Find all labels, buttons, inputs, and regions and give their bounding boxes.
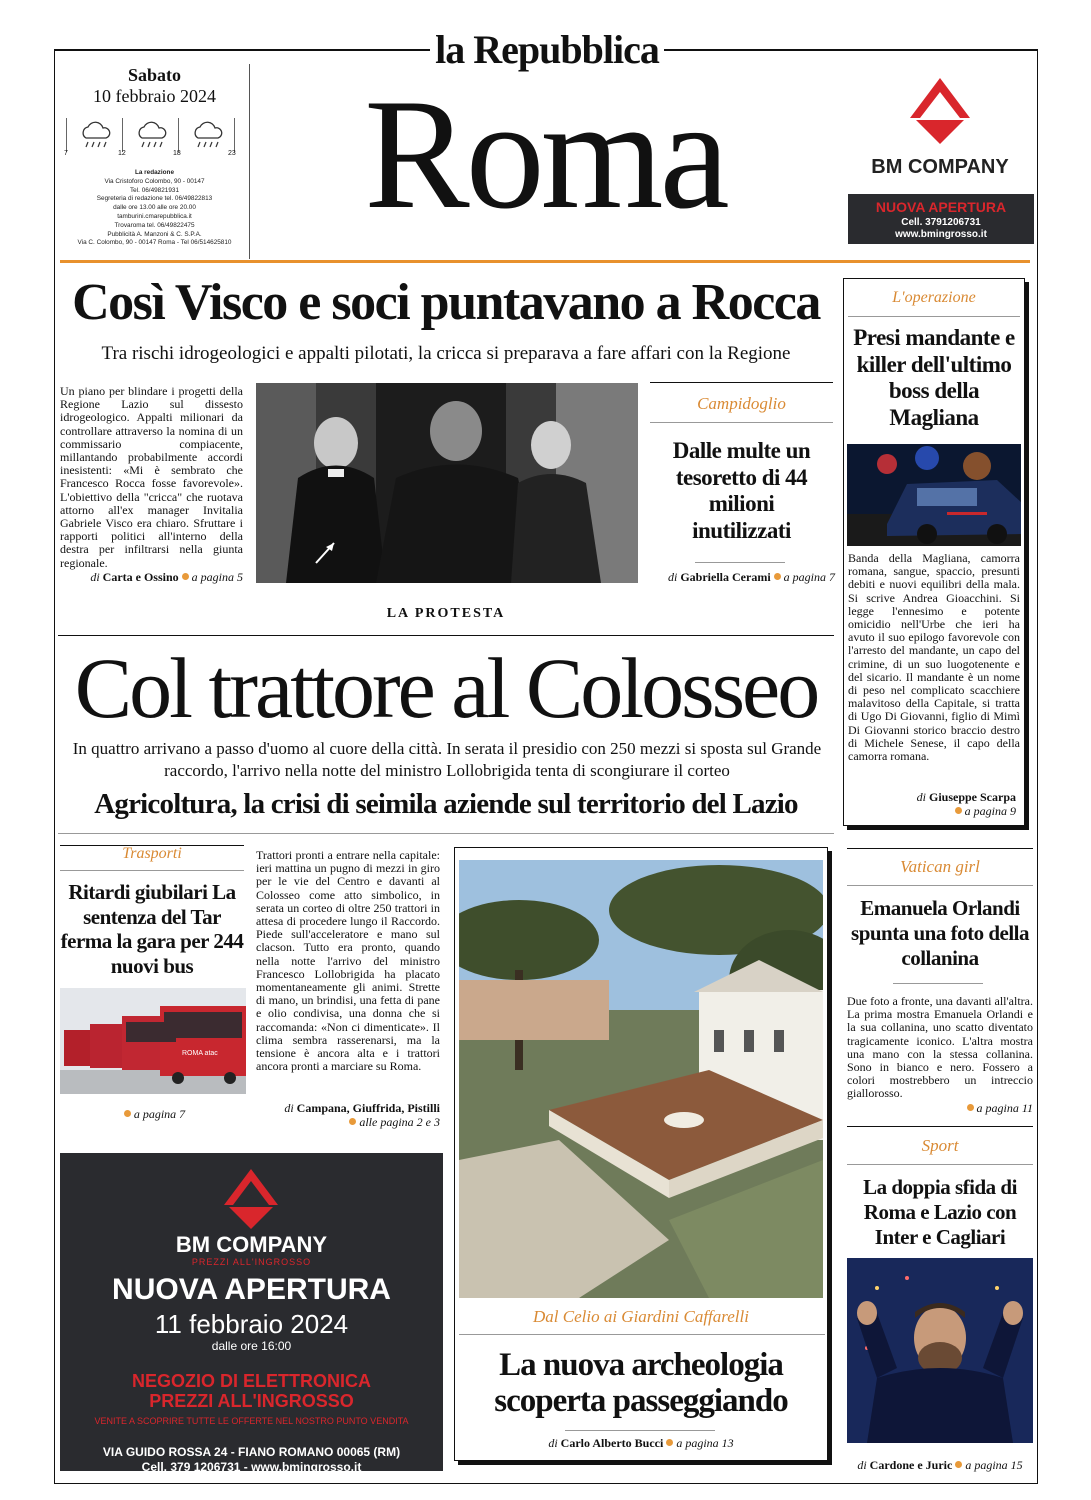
frame-bottom-border [54, 1483, 1038, 1484]
redazione-line: tamburini.cmarepubblica.it [117, 212, 192, 220]
ad-top-phone: Cell. 3791206731 [901, 217, 981, 228]
operazione-byline [844, 790, 1024, 818]
ad-bottom-time: dalle ore 16:00 [211, 1339, 292, 1353]
ad-top-company: BM COMPANY [871, 156, 1009, 178]
vatican-headline[interactable]: Emanuela Orlandi spunta una foto della collanina [851, 896, 1029, 970]
protesta-second-headline[interactable]: Agricoltura, la crisi di seimila aziende sul territorio del Lazio [94, 788, 798, 820]
rain-cloud-icon [190, 120, 226, 150]
redazione-line: Trovaroma tel. 06/49822475 [114, 221, 195, 229]
byline-di: di [668, 570, 678, 584]
sport-divider [847, 1164, 1033, 1165]
brand-logo[interactable]: la Repubblica [435, 27, 659, 72]
operazione-body: Banda della Magliana, camorra romana, sangue, spaccio, presunti debiti e nuovi equilibri della mala. Si scrive Andrea Gioacchini. Si legge l'ennesimo e potente omicidio nell'Urbe che ieri ha avuto il suo epilogo favorevole con l'arresto del mandante, un capo del crimine, di un suo luogotenente e del sicario. Il mandante è un nome di peso nel complicato scacchiere malavitoso della Capitale, si tratta di Ugo Di Giovanni, figlio di Mimì Di Giovanni storico braccio destro di Michele Senese, il capo della camorra romana. [848, 552, 1020, 764]
frame-right-border [1037, 49, 1038, 1484]
bullet-icon [182, 573, 189, 580]
redazione-title: La redazione [134, 169, 175, 176]
byline-di: di [284, 1101, 294, 1115]
celio-box [454, 847, 828, 1461]
campidoglio-divider-bottom [695, 562, 785, 563]
protesta-page-link[interactable]: alle pagina 2 e 3 [359, 1115, 440, 1129]
operazione-headline[interactable]: Presi mandante e killer dell'ultimo boss della Magliana [853, 325, 1015, 430]
bullet-icon [124, 1110, 131, 1117]
trasporti-headline[interactable]: Ritardi giubilari La sentenza del Tar ferma la gara per 244 nuovi bus [60, 880, 244, 978]
byline-di: di [90, 570, 100, 584]
sport-byline [847, 1458, 1033, 1473]
trasporti-divider [60, 870, 244, 871]
celio-photo[interactable] [459, 860, 823, 1298]
trasporti-kicker: Trasporti [122, 845, 182, 862]
celio-kicker: Dal Celio ai Giardini Caffarelli [533, 1307, 749, 1326]
campidoglio-byline [645, 570, 835, 585]
ad-bottom-company: BM COMPANY [175, 1232, 328, 1257]
weather-high-3: 23 [228, 150, 236, 157]
ad-bottom[interactable] [60, 1153, 443, 1474]
trasporti-page-link[interactable]: a pagina 7 [133, 1107, 186, 1121]
bus-label: ROMA atac [182, 1050, 218, 1057]
bullet-icon [774, 573, 781, 580]
celio-byline [455, 1436, 827, 1451]
operazione-box [843, 278, 1025, 826]
lead-subhead: Tra rischi idrogeologici e appalti pilotati, la cricca si preparava a fare affari con la Regione [101, 343, 791, 364]
vatican-body: Due foto a fronte, una davanti all'altra. La prima mostra Emanuela Orlandi e la sua collanina, uno scatto diventato tragicamente iconico. L'altra mostra una mano con la stessa collanina. Sono in bianco e nero. Fossero a colori mostrebbero un intreccio giallorosso. [847, 995, 1033, 1101]
protesta-headline[interactable]: Col trattore al Colosseo [74, 640, 818, 736]
lead-headline[interactable]: Così Visco e soci puntavano a Rocca [72, 274, 820, 331]
ad-top-box [848, 194, 1034, 244]
celio-page-link[interactable]: a pagina 13 [676, 1436, 734, 1450]
sport-page-link[interactable]: a pagina 15 [965, 1458, 1023, 1472]
weather-high-2: 18 [173, 150, 181, 157]
sport-photo[interactable] [847, 1258, 1033, 1443]
redazione-line: Via C. Colombo, 90 - 00147 Roma - Tel 06/514625810 [77, 239, 232, 247]
sport-authors: Cardone e Juric [869, 1458, 953, 1472]
campidoglio-headline[interactable]: Dalle multe un tesoretto di 44 milioni inutilizzati [672, 438, 811, 543]
byline-di: di [916, 790, 926, 804]
ad-bottom-line2: PREZZI ALL'INGROSSO [149, 1391, 354, 1411]
campidoglio-page-link[interactable]: a pagina 7 [783, 570, 835, 584]
protesta-byline [256, 1101, 440, 1129]
campidoglio-kicker: Campidoglio [697, 394, 786, 413]
ad-bottom-contacts: Cell. 379 1206731 - www.bmingrosso.it [141, 1460, 362, 1474]
vatican-page-link[interactable]: a pagina 11 [976, 1101, 1033, 1115]
date-box [60, 64, 250, 259]
protesta-rule-bottom [58, 833, 834, 834]
campidoglio-divider [650, 422, 833, 423]
bullet-icon [967, 1104, 974, 1111]
bm-company-logo-icon [846, 64, 1034, 144]
byline-di: di [857, 1458, 867, 1472]
lead-authors: Carta e Ossino [102, 570, 179, 584]
vatican-divider [847, 885, 1033, 886]
edition-title: Roma [364, 67, 726, 242]
campidoglio-authors: Gabriella Cerami [680, 570, 771, 584]
bullet-icon [955, 807, 962, 814]
rain-cloud-icon [134, 120, 170, 150]
frame-left-border [54, 49, 55, 1484]
redazione-info [60, 169, 249, 248]
protesta-authors: Campana, Giuffrida, Pistilli [296, 1101, 440, 1115]
byline-di: di [548, 1436, 558, 1450]
redazione-line: dalle ore 13.00 alle ore 20.00 [113, 204, 196, 212]
weather-high-1: 12 [118, 150, 126, 157]
weather-low-1: 7 [64, 150, 68, 157]
ad-bottom-headline: NUOVA APERTURA [112, 1273, 391, 1306]
vatican-rule [847, 848, 1033, 849]
celio-authors: Carlo Alberto Bucci [560, 1436, 664, 1450]
date-day: Sabato [127, 65, 181, 85]
ad-bottom-date: 11 febbraio 2024 [154, 1309, 349, 1339]
sport-kicker: Sport [921, 1136, 959, 1155]
date-full: 10 febbraio 2024 [93, 86, 216, 106]
trasporti-byline [60, 1107, 246, 1122]
masthead-rule-left [54, 49, 430, 51]
ad-top-headline: NUOVA APERTURA [875, 199, 1007, 215]
vatican-byline [847, 1101, 1033, 1116]
protesta-body: Trattori pronti a entrare nella capitale: ieri mattina un pugno di mezzi in giro per le vie del Centro e davanti al Colosseo come atto simbolico, in serata un corteo di oltre 250 trattori in attesa di procedere lungo il Raccordo. Piede sull'acceleratore e mano sul clacson. Tutto era pronto, quando nella notte l'arrivo del ministro Francesco Lollobrigida ha placato momentaneamente gli animi. Strette di mano, un brindisi, una fetta di pane e olio condivisa, una donna che si raccomanda: «Non ci dimenticate». Il clima sembra rasserenarsi, ma la tensione è ancora alta e i trattori ancora pronti a marciare su Roma. [256, 849, 440, 1074]
vatican-kicker: Vatican girl [900, 857, 980, 876]
operazione-authors: Giuseppe Scarpa [928, 790, 1016, 804]
ad-bottom-line3: VENITE A SCOPRIRE TUTTE LE OFFERTE NEL NOSTRO PUNTO VENDITA [94, 1416, 409, 1426]
bullet-icon [349, 1118, 356, 1125]
protesta-label: LA PROTESTA [386, 606, 506, 621]
ad-bottom-line1: NEGOZIO DI ELETTRONICA [131, 1371, 371, 1391]
protesta-subhead: In quattro arrivano a passo d'uomo al cuore della città. In serata il presidio con 250 mezzi si sposta sul Grande raccordo, l'arrivo nella notte del ministro Lollobrigida tenta di scongiurare il corteo [72, 739, 822, 780]
weather-strip [60, 118, 249, 158]
redazione-line: Segreteria di redazione tel. 06/49822813 [96, 195, 213, 203]
lead-page-link[interactable]: a pagina 5 [191, 570, 243, 584]
redazione-line: Via Cristoforo Colombo, 90 - 00147 [104, 177, 205, 185]
masthead-rule-right [664, 49, 1038, 51]
campidoglio-rule [650, 382, 833, 383]
trasporti-photo[interactable] [60, 988, 246, 1094]
bullet-icon [955, 1461, 962, 1468]
vatican-divider-bottom [893, 983, 983, 984]
ad-bottom-tagline: PREZZI ALL'INGROSSO [191, 1257, 312, 1267]
sport-headline[interactable]: La doppia sfida di Roma e Lazio con Inter e Cagliari [863, 1175, 1017, 1249]
protesta-rule [58, 635, 834, 636]
celio-headline[interactable]: La nuova archeologia scoperta passeggiando [494, 1347, 788, 1419]
lead-byline [60, 570, 243, 585]
lead-body: Un piano per blindare i progetti della Regione Lazio sul dissesto idrogeologico. Appalti milionari da controllare attraverso la nomina di un commissario compiacente, millantando probabilmente accordi inesistenti: «Mi è sembrato che Francesco Rocca fosse favorevole». L'obiettivo della "cricca" che ruotava attorno all'ex manager Invitalia Gabriele Visco era chiaro. Sfruttare i rapporti politici all'interno della destra per infiltrarsi nella giunta regionale. [60, 385, 243, 570]
redazione-line: Tel. 06/49821931 [129, 186, 180, 194]
lead-photo[interactable] [256, 383, 638, 583]
rain-cloud-icon [78, 120, 114, 150]
ad-top-web: www.bmingrosso.it [895, 229, 987, 240]
operazione-photo[interactable] [847, 444, 1021, 546]
ad-top[interactable] [846, 64, 1034, 259]
operazione-kicker: L'operazione [892, 289, 976, 306]
bm-company-logo-icon [60, 1163, 443, 1233]
bullet-icon [666, 1439, 673, 1446]
operazione-page-link[interactable]: a pagina 9 [964, 804, 1016, 818]
redazione-line: Pubblicità A. Manzoni & C. S.P.A. [107, 230, 202, 238]
accent-rule [60, 260, 1030, 263]
sport-rule [847, 1126, 1033, 1127]
ad-bottom-address: VIA GUIDO ROSSA 24 - FIANO ROMANO 00065 (RM) [102, 1445, 401, 1459]
